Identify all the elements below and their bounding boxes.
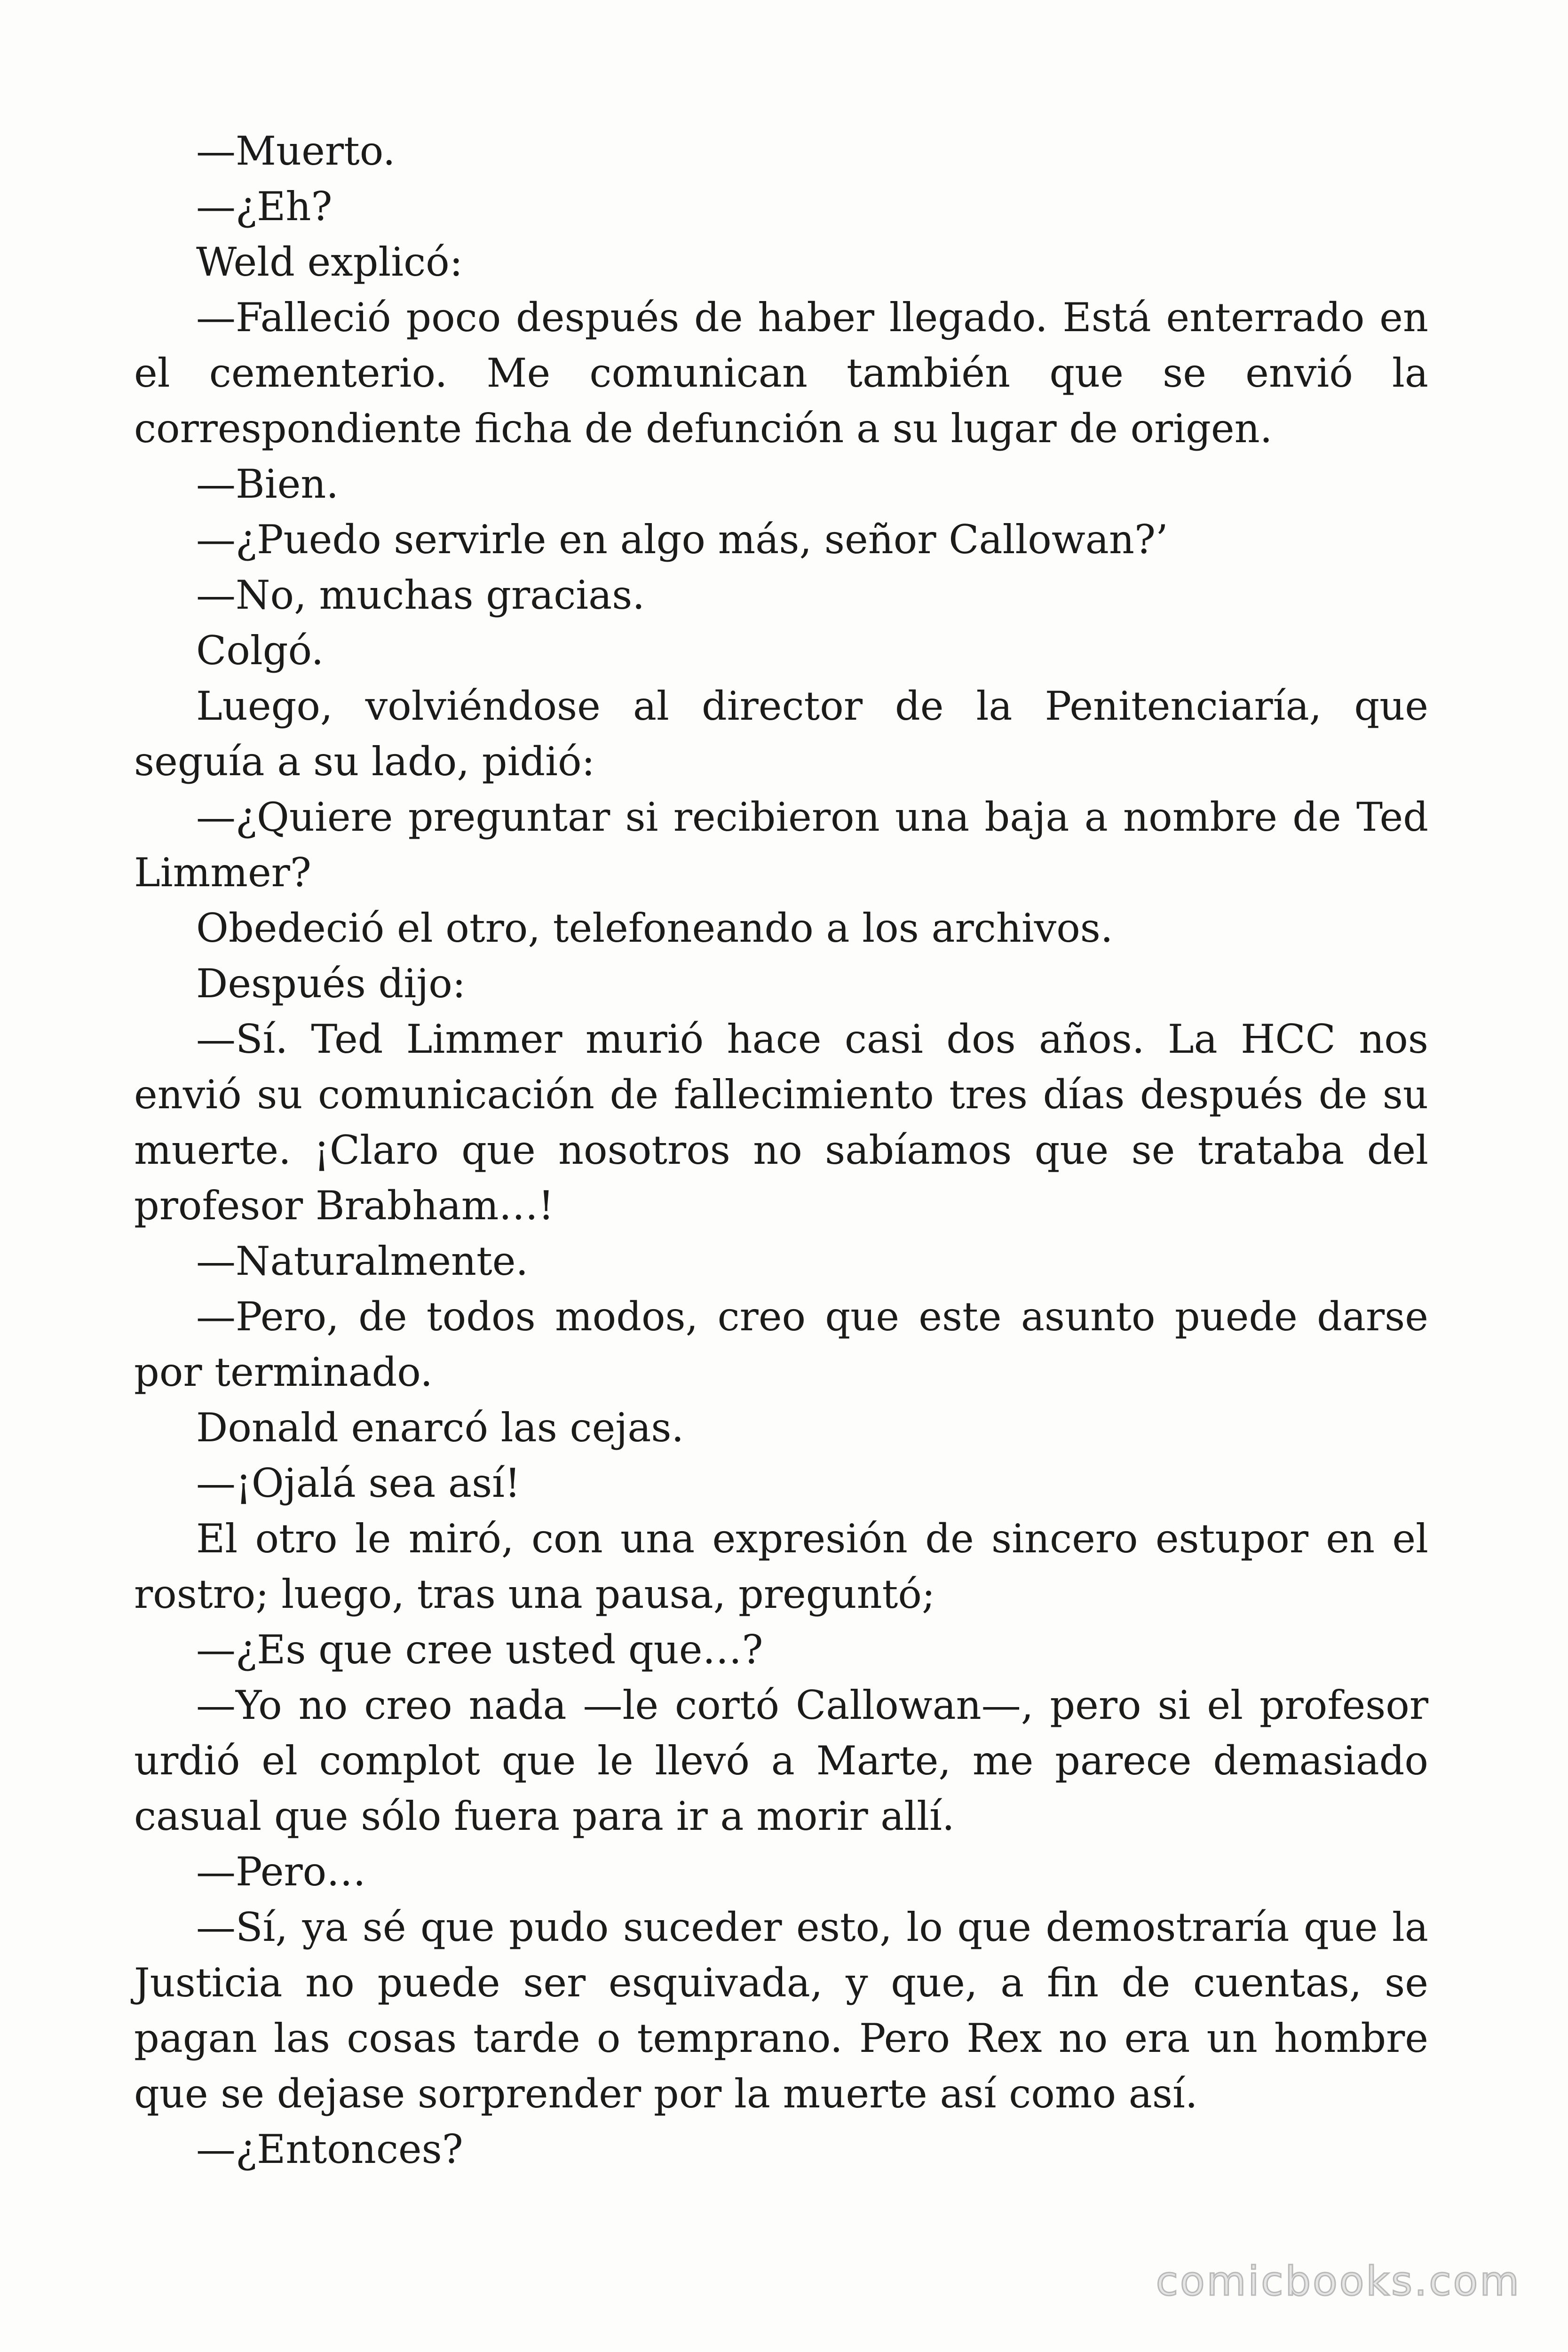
paragraph: —Falleció poco después de haber llegado. Está enterrado en el cementerio. Me comunican también que se envió la correspondiente ficha de defunción a su lugar de origen. [134, 294, 1428, 452]
paragraph: Weld explicó: [196, 239, 463, 285]
paragraph: —Muerto. [196, 128, 396, 174]
body-text [134, 123, 1428, 2177]
paragraph: —Pero, de todos modos, creo que este asunto puede darse por terminado. [134, 1294, 1428, 1395]
paragraph: —¿Puedo servirle en algo más, señor Callowan?’ [196, 516, 1168, 563]
paragraph: Colgó. [196, 628, 324, 674]
paragraph: —¿Es que cree usted que…? [196, 1627, 763, 1673]
paragraph: —¡Ojalá sea así! [196, 1460, 521, 1506]
paragraph: —¿Entonces? [196, 2126, 463, 2172]
paragraph: —No, muchas gracias. [196, 572, 645, 618]
paragraph: Luego, volviéndose al director de la Penitenciaría, que seguía a su lado, pidió: [134, 683, 1428, 785]
paragraph: —Sí, ya sé que pudo suceder esto, lo que demostraría que la Justicia no puede ser esquivada, y que, a fin de cuentas, se pagan las cosas tarde o temprano. Pero Rex no era un hombre que se dejase sorprender por la muerte así como así. [134, 1904, 1428, 2117]
paragraph: —Bien. [196, 461, 339, 507]
paragraph: —Yo no creo nada —le cortó Callowan—, pero si el profesor urdió el complot que le llevó a Marte, me parece demasiado casual que sólo fuera para ir a morir allí. [134, 1682, 1428, 1839]
paragraph: —¿Quiere preguntar si recibieron una baja a nombre de Ted Limmer? [134, 794, 1428, 896]
paragraph: —¿Eh? [196, 183, 333, 230]
paragraph: —Naturalmente. [196, 1238, 529, 1284]
paragraph: Después dijo: [196, 961, 466, 1007]
paragraph: Donald enarcó las cejas. [196, 1405, 684, 1451]
paragraph: El otro le miró, con una expresión de sincero estupor en el rostro; luego, tras una pausa, preguntó; [134, 1516, 1428, 1617]
watermark: comicbooks.com [1156, 2258, 1521, 2305]
paragraph: —Pero… [196, 1849, 366, 1895]
paragraph: —Sí. Ted Limmer murió hace casi dos años. La HCC nos envió su comunicación de fallecimiento tres días después de su muerte. ¡Claro que nosotros no sabíamos que se trataba del profesor Brabham…! [134, 1016, 1428, 1229]
paragraph: Obedeció el otro, telefoneando a los archivos. [196, 905, 1113, 951]
